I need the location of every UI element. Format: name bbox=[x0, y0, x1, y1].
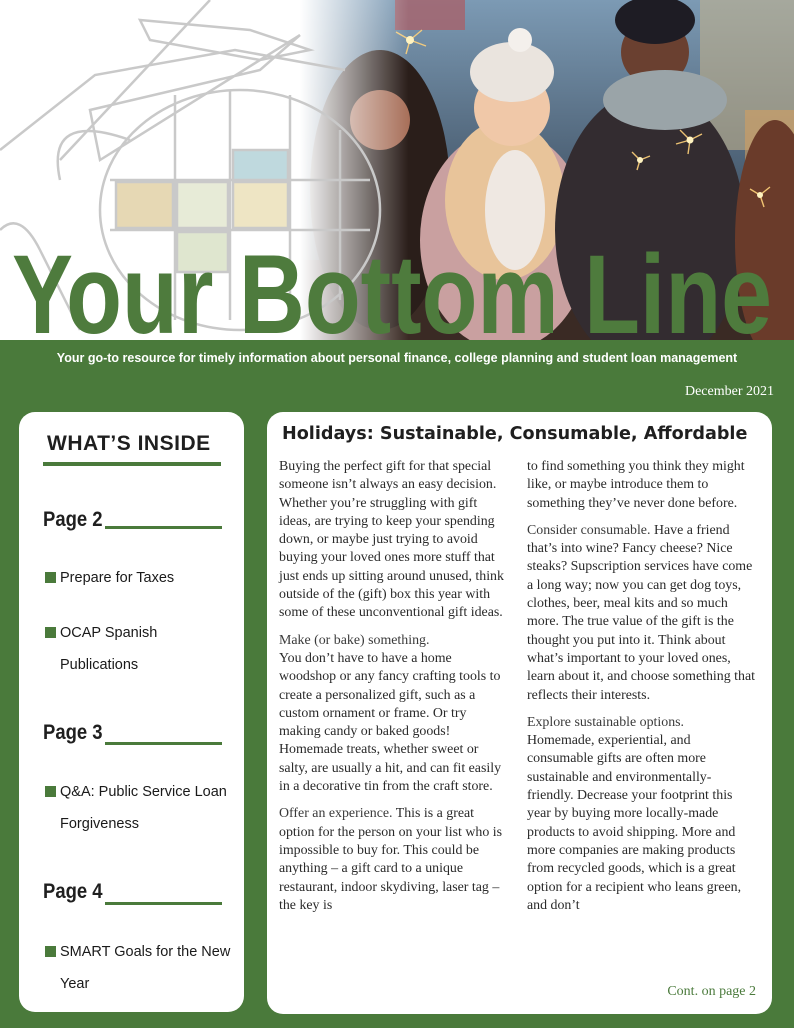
paragraph-lead: Offer an experience. bbox=[279, 806, 393, 822]
toc-item-label: Q&A: Public Service Loan Forgiveness bbox=[60, 784, 227, 832]
masthead-title: Your Bottom Line bbox=[12, 232, 772, 340]
article-column-right bbox=[527, 458, 757, 924]
paragraph-lead: Explore sustainable options. bbox=[527, 714, 685, 730]
toc-item-label: SMART Goals for the New Year bbox=[60, 944, 231, 992]
masthead-art bbox=[0, 0, 794, 340]
paragraph-body: This is a great option for the person on your list who is impossible to buy for. This could be anything – a gift card to a unique restaurant, indoor skydiving, laser tag – the key is bbox=[279, 806, 503, 913]
toc-item-prepare-for-taxes[interactable] bbox=[45, 562, 235, 594]
page-4-rule bbox=[105, 902, 222, 905]
bullet-icon bbox=[45, 572, 56, 583]
page-2-heading: Page 2 bbox=[43, 508, 103, 531]
paragraph-consider-consumable bbox=[527, 522, 757, 705]
toc-item-pslf-qa[interactable] bbox=[45, 776, 235, 840]
page-4-heading: Page 4 bbox=[43, 880, 103, 903]
paragraph-lead: Consider consumable. bbox=[527, 522, 651, 538]
page-2-rule bbox=[105, 526, 222, 529]
bullet-icon bbox=[45, 946, 56, 957]
sidebar-title-rule bbox=[43, 462, 221, 466]
paragraph-sustainable-options bbox=[527, 714, 757, 915]
tagline-bar bbox=[0, 340, 794, 376]
toc-item-label: OCAP Spanish Publications bbox=[60, 625, 158, 673]
toc-item-ocap-spanish-publications[interactable] bbox=[45, 617, 235, 681]
article-intro: Buying the perfect gift for that special someone isn’t always an easy decision. Whether you’re struggling with gift ideas, are trying to keep your spending down, or maybe just trying to avoid buying your loved ones more stuff that just ends up sitting around unused, think outside of the (gift) box this year with some of these unconventional gift ideas. bbox=[279, 459, 504, 621]
paragraph-body: You don’t have to have a home woodshop or any fancy crafting tools to create a personalized gift, such as a custom ornament or frame. Or try making candy or baked goods! Homemade treats, whether sweet or salty, are usually a hit, and can fit easily in a decorative tin from the craft store. bbox=[279, 650, 502, 795]
page-3-heading: Page 3 bbox=[43, 721, 103, 744]
tagline: Your go-to resource for timely information about personal finance, college planning and student loan management bbox=[56, 351, 738, 365]
page-3-rule bbox=[105, 742, 222, 745]
continued-link[interactable]: Cont. on page 2 bbox=[667, 984, 756, 999]
bullet-icon bbox=[45, 786, 56, 797]
paragraph-offer-experience bbox=[279, 805, 507, 915]
paragraph-body: Homemade, experiential, and consumable gifts are often more sustainable and environmentally-friendly. Decrease your footprint this year by buying more locally-made products to avoid shipping. More and more companies are making products from recycled goods, which is a great option for a recipient who leans green, and don’t bbox=[527, 733, 742, 913]
article-column-left bbox=[279, 458, 507, 924]
bullet-icon bbox=[45, 627, 56, 638]
whats-inside-sidebar bbox=[19, 412, 244, 1012]
sidebar-title: WHAT’S INSIDE bbox=[47, 432, 211, 455]
issue-date: December 2021 bbox=[684, 384, 774, 399]
paragraph-make-something bbox=[279, 632, 507, 797]
toc-item-smart-goals[interactable] bbox=[45, 936, 235, 1000]
toc-item-label: Prepare for Taxes bbox=[60, 570, 175, 586]
article-panel bbox=[267, 412, 772, 1014]
paragraph-body: Have a friend that’s into wine? Fancy cheese? Nice steaks? Supscription services have come a long way; now you can get dog toys, clothes, beer, meal kits and so much more. The true value of the gift is the thought you put into it. Think about what’s important to your loved ones, learn about it, and choose something that reflects their interests. bbox=[527, 522, 755, 703]
paragraph-continuation: to find something you think they might like, or maybe introduce them to something they’ve never done before. bbox=[527, 459, 745, 511]
masthead bbox=[0, 0, 794, 340]
paragraph-lead: Make (or bake) something. bbox=[279, 632, 430, 648]
article-title: Holidays: Sustainable, Consumable, Affordable bbox=[282, 424, 748, 444]
